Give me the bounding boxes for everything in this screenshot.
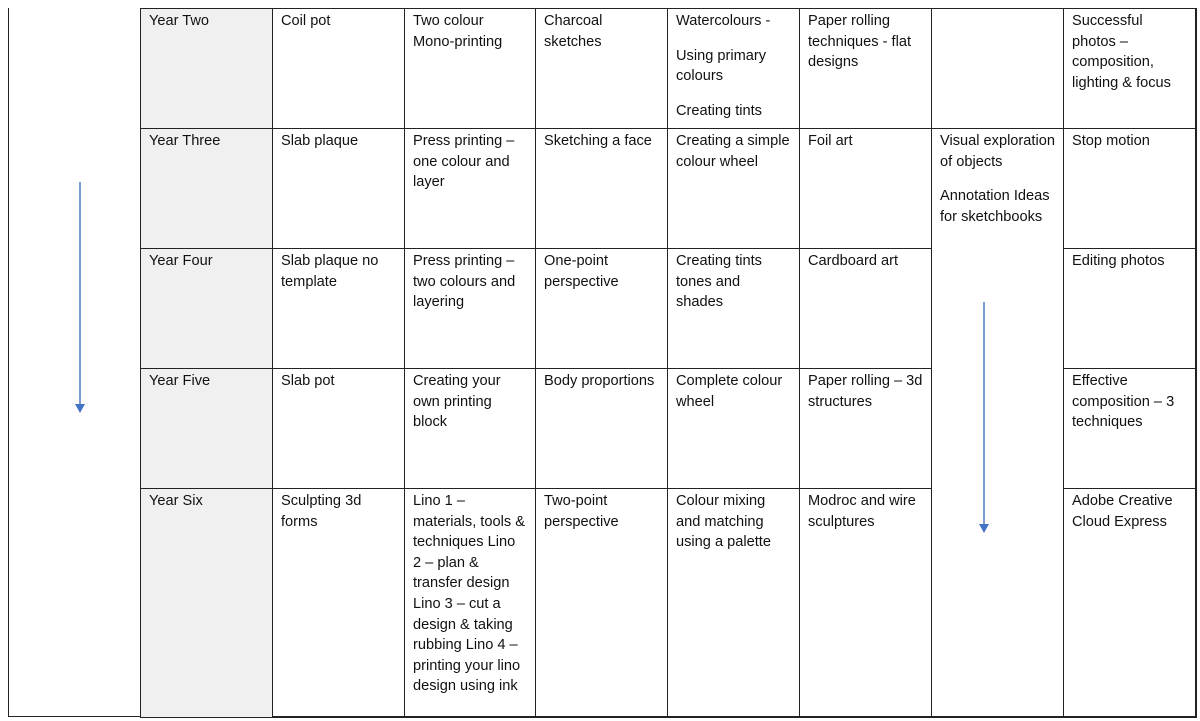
table-cell: Foil art	[800, 129, 932, 249]
sketchbook-down-arrow-icon	[976, 302, 992, 534]
table-cell: Two colour Mono-printing	[405, 9, 536, 129]
table-row	[141, 129, 1197, 249]
table-cell: Paper rolling – 3d structures	[800, 369, 932, 489]
curriculum-table	[140, 8, 1197, 718]
table-cell: Slab plaque	[273, 129, 405, 249]
table-row	[141, 9, 1197, 129]
table-cell: Slab pot	[273, 369, 405, 489]
table-cell: Adobe Creative Cloud Express	[1064, 489, 1197, 718]
progression-down-arrow-icon	[72, 182, 88, 414]
table-cell: Coil pot	[273, 9, 405, 129]
cell-line: Using primary colours	[676, 47, 767, 85]
table-cell: Creating a simple colour wheel	[668, 129, 800, 249]
table-cell: Press printing – two colours and layering	[405, 249, 536, 369]
table-cell: Two-point perspective	[536, 489, 668, 718]
table-cell: Cardboard art	[800, 249, 932, 369]
table-cell: Colour mixing and matching using a palette	[668, 489, 800, 718]
table-cell: Effective composition – 3 techniques	[1064, 369, 1197, 489]
table-cell: Stop motion	[1064, 129, 1197, 249]
cell-line: Annotation Ideas for sketchbooks	[940, 188, 1050, 225]
year-cell: Year Five	[141, 369, 273, 489]
cell-line: Watercolours -	[676, 13, 771, 29]
table-cell: Press printing – one colour and layer	[405, 129, 536, 249]
table-cell	[932, 9, 1064, 129]
table-cell: Body proportions	[536, 369, 668, 489]
table-cell: Editing photos	[1064, 249, 1197, 369]
table-cell: Slab plaque no template	[273, 249, 405, 369]
table-cell: Creating tints tones and shades	[668, 249, 800, 369]
table-cell: Successful photos – composition, lighting & focus	[1064, 9, 1197, 129]
table-cell: Lino 1 – materials, tools & techniques Lino 2 – plan & transfer design Lino 3 – cut a design & taking rubbing Lino 4 – printing your lino design using ink	[405, 489, 536, 718]
year-cell: Year Four	[141, 249, 273, 369]
cell-line: Creating tints	[676, 102, 762, 119]
table-cell: Sketching a face	[536, 129, 668, 249]
table-cell: Charcoal sketches	[536, 9, 668, 129]
year-cell: Year Three	[141, 129, 273, 249]
table-cell: Paper rolling techniques - flat designs	[800, 9, 932, 129]
table-cell: Sculpting 3d forms	[273, 489, 405, 718]
cell-line: Visual exploration of objects	[940, 133, 1055, 170]
sketchbook-cell	[932, 129, 1064, 718]
table-cell: Modroc and wire sculptures	[800, 489, 932, 718]
table-cell: One-point perspective	[536, 249, 668, 369]
year-cell: Year Six	[141, 489, 273, 718]
table-cell	[668, 9, 800, 129]
year-cell: Year Two	[141, 9, 273, 129]
table-cell: Complete colour wheel	[668, 369, 800, 489]
table-cell: Creating your own printing block	[405, 369, 536, 489]
